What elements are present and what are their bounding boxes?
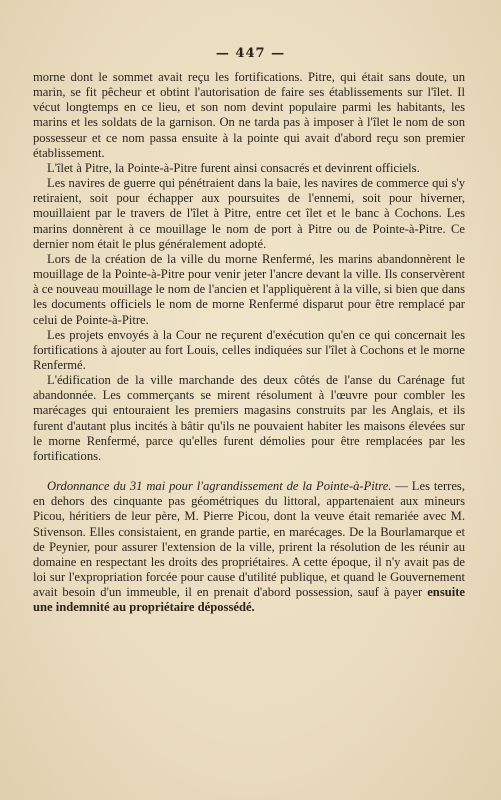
ordonnance-title: Ordonnance du 31 mai pour l'agrandissement de la Pointe-à-Pitre. bbox=[47, 479, 392, 494]
paragraph-4: Lors de la création de la ville du morne Renfermé, les marins abandonnèrent le mouillage de la Pointe-à-Pitre pour venir jeter l'ancre devant la ville. Ils conservèrent à ce nouveau mouillage le nom de l'ancien et l'appliquèrent à la ville, si bien que dans les documents officiels le nom de morne Renfermé disparut pour être remplacé par celui de Pointe-à-Pitre. bbox=[33, 251, 465, 327]
paragraph-5: Les projets envoyés à la Cour ne reçurent d'exécution qu'en ce qui concernait les fortifications à ajouter au fort Louis, celles indiquées sur l'îlet à Cochons et le morne Renfermé. bbox=[33, 327, 465, 372]
ordonnance-ending: ensuite une indemnité au propriétaire dépossédé. bbox=[33, 585, 465, 615]
paragraph-2: L'îlet à Pitre, la Pointe-à-Pitre furent ainsi consacrés et devinrent officiels. bbox=[47, 160, 420, 175]
main-text bbox=[33, 70, 465, 615]
ordonnance-paragraph bbox=[33, 479, 465, 615]
ordonnance-body: — Les terres, en dehors des cinquante pas géométriques du littoral, appartenaient aux mineurs Picou, héritiers de leur père, M. Pierre Picou, dont la veuve était remariée avec M. Stivenson. Elles consistaient, en grande partie, en marécages. De la Bourlamarque et de Peynier, pour assurer l'extension de la ville, prirent la résolution de les réunir au domaine en respectant les droits des propriétaires. A cette époque, il n'y avait pas de loi sur l'expropriation forcée pour cause d'utilité publique, et quand le Gouvernement avait besoin d'un immeuble, il en prenait d'abord possession, sauf à payer bbox=[33, 479, 465, 600]
paragraph-6: L'édification de la ville marchande des deux côtés de l'anse du Carénage fut abandonnée. Les commerçants se mirent résolument à l'œuvre pour combler les marécages qui entouraient les premiers magasins construits par les Anglais, et ils furent d'autant plus incités à bâtir qu'ils ne pouvaient habiter les maisons élevées sur le morne Renfermé, parce qu'elles furent démolies pour être remplacées par les fortifications. bbox=[33, 373, 465, 463]
paragraph-1: morne dont le sommet avait reçu les fortifications. Pitre, qui était sans doute, un marin, se fit pêcheur et obtint l'autorisation de faire ses établissements sur l'îlet. Il vécut longtemps en ce lieu, et son nom devint populaire parmi les habitants, les marins et les soldats de la garnison. On ne tarda pas à imposer à l'îlet le nom de son possesseur et ce nom passa ensuite à la pointe qui avait d'abord reçu son premier établissement. bbox=[33, 70, 465, 160]
paragraph-3: Les navires de guerre qui pénétraient dans la baie, les navires de commerce qui s'y retiraient, soit pour échapper aux poursuites de l'ennemi, soit pour hiverner, mouillaient par le travers de l'îlet à Pitre, entre cet îlet et le banc à Cochons. Les marins donnèrent à ce mouillage le nom de port à Pitre ou de Pointe-à-Pitre. Ce dernier nom était le plus généralement adopté. bbox=[33, 176, 465, 251]
page-number: — 447 — bbox=[215, 46, 286, 61]
